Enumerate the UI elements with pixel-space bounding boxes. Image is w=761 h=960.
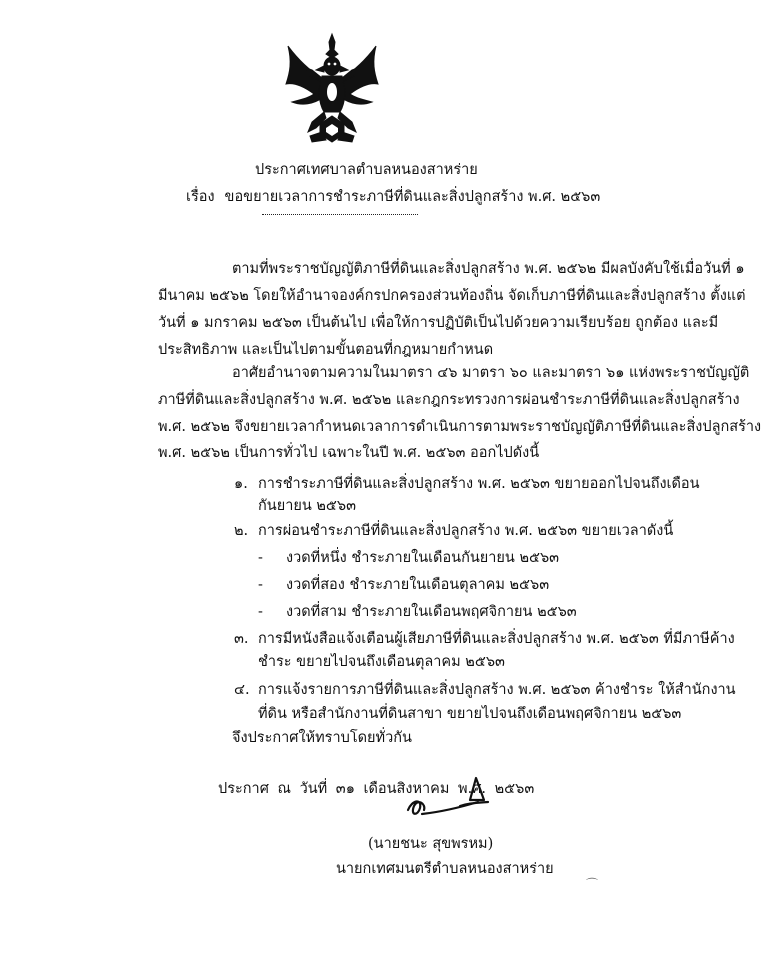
announcement-title: ประกาศเทศบาลตำบลหนองสาหร่าย <box>255 162 478 178</box>
garuda-emblem-icon <box>282 32 382 144</box>
item2-line: การผ่อนชำระภาษีที่ดินและสิ่งปลูกสร้าง พ.ศ. ๒๕๖๓ ขยายเวลาดังนี้ <box>258 523 674 539</box>
item4-line: ที่ดิน หรือสำนักงานที่ดินสาขา ขยายไปจนถึงเดือนพฤศจิกายน ๒๕๖๓ <box>258 706 682 722</box>
installment-item: งวดที่สอง ชำระภายในเดือนตุลาคม ๒๕๖๓ <box>286 577 550 593</box>
item-number: ๒. <box>234 523 249 539</box>
dash-bullet: - <box>258 550 263 566</box>
item-number: ๔. <box>234 682 250 698</box>
stray-mark: ⌒ <box>586 877 599 891</box>
para2-line: อาศัยอำนาจตามความในมาตรา ๔๖ มาตรา ๖๐ และมาตรา ๖๑ แห่งพระราชบัญญัติ <box>232 365 750 381</box>
subject-text: ขอขยายเวลาการชำระภาษีที่ดินและสิ่งปลูกสร้าง พ.ศ. ๒๕๖๓ <box>224 189 601 205</box>
announcement-date: ประกาศ ณ วันที่ ๓๑ เดือนสิงหาคม พ.ศ. ๒๕๖๓ <box>218 781 535 797</box>
header-divider <box>262 214 418 215</box>
para1-line: มีนาคม ๒๕๖๒ โดยให้อำนาจองค์กรปกครองส่วนท้องถิ่น จัดเก็บภาษีที่ดินและสิ่งปลูกสร้าง ตั้งแต่ <box>158 288 746 304</box>
item-number: ๓. <box>234 631 249 647</box>
signer-name: (นายชนะ สุขพรหม) <box>368 836 494 852</box>
item1-line: การชำระภาษีที่ดินและสิ่งปลูกสร้าง พ.ศ. ๒๕๖๓ ขยายออกไปจนถึงเดือน <box>258 476 700 492</box>
subject-label: เรื่อง <box>186 189 215 205</box>
item1-line: กันยายน ๒๕๖๓ <box>258 498 356 514</box>
para1-line: วันที่ ๑ มกราคม ๒๕๖๓ เป็นต้นไป เพื่อให้การปฏิบัติเป็นไปด้วยความเรียบร้อย ถูกต้อง และมี <box>158 315 719 331</box>
para2-line: พ.ศ. ๒๕๖๒ เป็นการทั่วไป เฉพาะในปี พ.ศ. ๒๕๖๓ ออกไปดังนี้ <box>158 445 540 461</box>
item-number: ๑. <box>234 476 248 492</box>
dash-bullet: - <box>258 577 263 593</box>
closing-statement: จึงประกาศให้ทราบโดยทั่วกัน <box>232 730 412 746</box>
signer-title: นายกเทศมนตรีตำบลหนองสาหร่าย <box>336 861 554 877</box>
item3-line: การมีหนังสือแจ้งเตือนผู้เสียภาษีที่ดินและสิ่งปลูกสร้าง พ.ศ. ๒๕๖๓ ที่มีภาษีค้าง <box>258 631 735 647</box>
announcement-subject <box>186 187 600 207</box>
dash-bullet: - <box>258 604 263 620</box>
para2-line: พ.ศ. ๒๕๖๒ จึงขยายเวลากำหนดเวลาการดำเนินการตามพระราชบัญญัติภาษีที่ดินและสิ่งปลูกสร้าง <box>158 419 761 435</box>
item4-line: การแจ้งรายการภาษีที่ดินและสิ่งปลูกสร้าง พ.ศ. ๒๕๖๓ ค้างชำระ ให้สำนักงาน <box>258 682 736 698</box>
para1-line: ประสิทธิภาพ และเป็นไปตามขั้นตอนที่กฎหมายกำหนด <box>158 342 494 358</box>
item3-line: ชำระ ขยายไปจนถึงเดือนตุลาคม ๒๕๖๓ <box>258 654 505 670</box>
para2-line: ภาษีที่ดินและสิ่งปลูกสร้าง พ.ศ. ๒๕๖๒ และกฎกระทรวงการผ่อนชำระภาษีที่ดินและสิ่งปลูกสร้าง <box>158 392 740 408</box>
para1-line: ตามที่พระราชบัญญัติภาษีที่ดินและสิ่งปลูกสร้าง พ.ศ. ๒๕๖๒ มีผลบังคับใช้เมื่อวันที่ ๑ <box>232 261 745 277</box>
installment-item: งวดที่หนึ่ง ชำระภายในเดือนกันยายน ๒๕๖๓ <box>286 550 560 566</box>
signature-icon <box>400 770 495 825</box>
installment-item: งวดที่สาม ชำระภายในเดือนพฤศจิกายน ๒๕๖๓ <box>286 604 577 620</box>
